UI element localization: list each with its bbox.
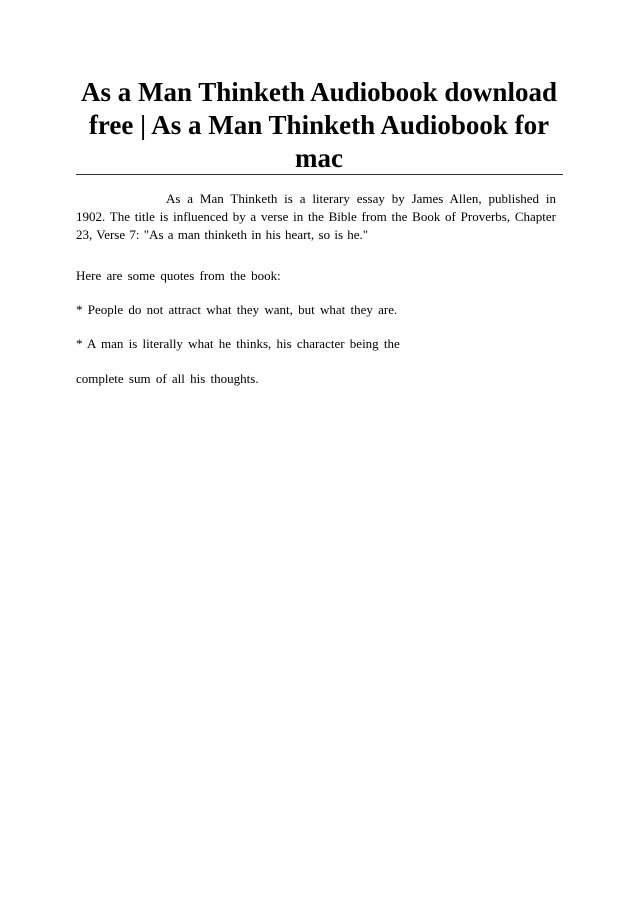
quote-item: * People do not attract what they want, but what they are. <box>76 302 398 317</box>
quote-item: * A man is literally what he thinks, his character being the <box>76 336 400 351</box>
intro-paragraph: As a Man Thinketh is a literary essay by James Allen, published in 1902. The title is influenced by a verse in the Bible from the Book of Proverbs, Chapter 23, Verse 7: "As a man thinketh in his heart, so is he." <box>76 191 556 242</box>
document-title: As a Man Thinketh Audiobook download free | As a Man Thinketh Audiobook for mac <box>81 77 557 173</box>
title-divider <box>76 174 563 175</box>
quotes-heading: Here are some quotes from the book: <box>76 268 281 283</box>
quote-item-continuation: complete sum of all his thoughts. <box>76 371 259 386</box>
